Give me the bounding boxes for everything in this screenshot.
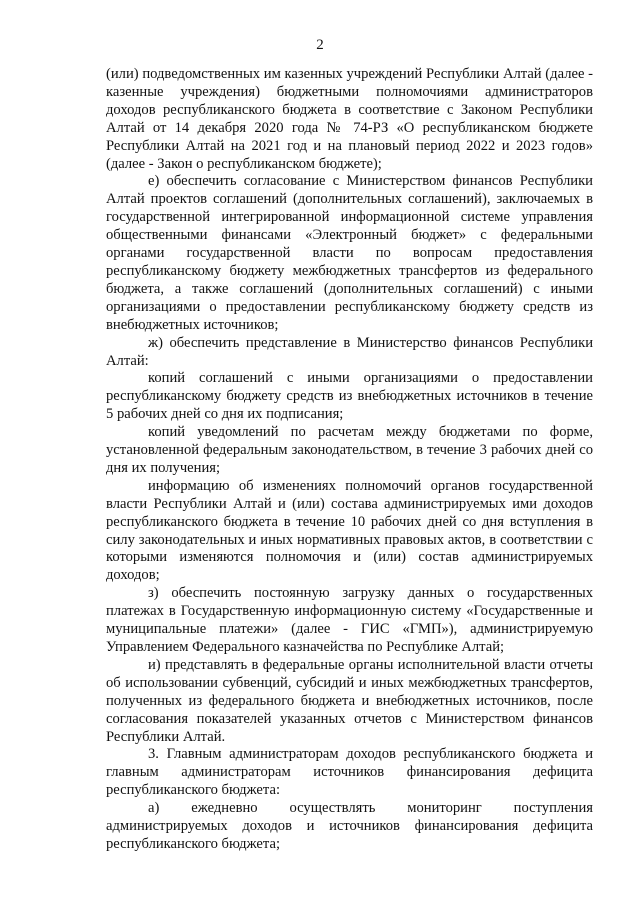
paragraph-section-3: 3. Главным администраторам доходов республиканского бюджета и главным администраторам источников финансирования дефицита республиканского бюджета: <box>106 746 593 799</box>
paragraph-continuation: (или) подведомственных им казенных учреждений Республики Алтай (далее - казенные учреждения) бюджетными полномочиями администраторов доходов республиканского бюджета в соответствие с Законом Республики Алтай от 14 декабря 2020 года № 74-РЗ «О республиканском бюджете Республики Алтай на 2021 год и на плановый период 2022 и 2023 годов» (далее - Закон о республиканском бюджете); <box>106 66 593 172</box>
paragraph-item-i: и) представлять в федеральные органы исполнительной власти отчеты об использовании субвенций, субсидий и иных межбюджетных трансфертов, полученных из федерального бюджета и внебюджетных источников, после согласования показателей указанных отчетов с Министерством финансов Республики Алтай. <box>106 656 593 745</box>
page-number: 2 <box>316 37 324 53</box>
paragraph-item-z: з) обеспечить постоянную загрузку данных о государственных платежах в Государственную информационную систему «Государственные и муниципальные платежи» (далее - ГИС «ГМП»), администрируемую Управлением Федерального казначейства по Республике Алтай; <box>106 585 593 655</box>
paragraph-section-3-item-a: а) ежедневно осуществлять мониторинг поступления администрируемых доходов и источников финансирования дефицита республиканского бюджета; <box>106 800 593 852</box>
paragraph-item-zh-agreements: копий соглашений с иными организациями о предоставлении республиканскому бюджету средств из внебюджетных источников в течение 5 рабочих дней со дня их подписания; <box>106 370 593 423</box>
paragraph-item-e: е) обеспечить согласование с Министерством финансов Республики Алтай проектов соглашений (дополнительных соглашений), заключаемых в государственной интегрированной информационной системе управления общественными финансами «Электронный бюджет» с федеральными органами государственной власти по вопросам предоставления республиканскому бюджету межбюджетных трансфертов из федерального бюджета, а также соглашений (дополнительных соглашений) с иными организациями о предоставлении республиканскому бюджету средств из внебюджетных источников; <box>106 173 593 333</box>
paragraph-item-zh-changes: информацию об изменениях полномочий органов государственной власти Республики Алтай и (или) состава администрируемых ими доходов республиканского бюджета в течение 10 рабочих дней со дня вступления в силу законодательных и иных нормативных правовых актов, в соответствии с которыми изменяются полномочия и (или) состав администрируемых доходов; <box>106 477 593 584</box>
paragraph-item-zh: ж) обеспечить представление в Министерство финансов Республики Алтай: <box>106 334 593 369</box>
document-body <box>106 66 593 854</box>
paragraph-item-zh-notifications: копий уведомлений по расчетам между бюджетами по форме, установленной федеральным законодательством, в течение 3 рабочих дней со дня их получения; <box>106 424 593 476</box>
